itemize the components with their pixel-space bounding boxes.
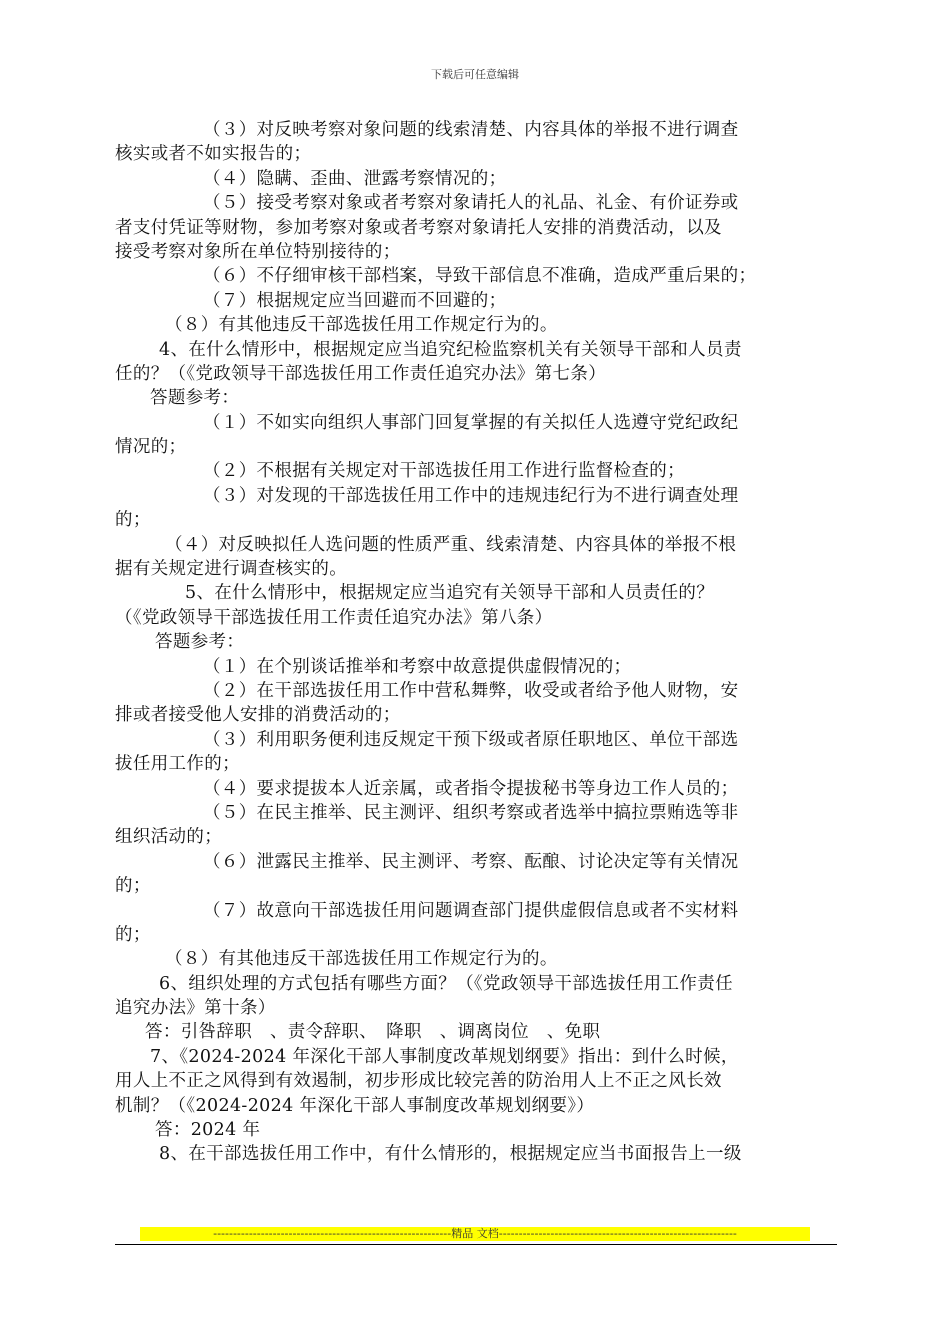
- page-header: 下载后可任意编辑: [431, 68, 519, 81]
- text-line: （４）对反映拟任人选问题的性质严重、线索清楚、内容具体的举报不根: [165, 534, 737, 555]
- question-line: 6、组织处理的方式包括有哪些方面？（《党政领导干部选拔任用工作责任: [159, 973, 733, 994]
- text-line: 情况的；: [115, 437, 187, 458]
- text-line: 任的？（《党政领导干部选拔任用工作责任追究办法》第七条）: [115, 363, 607, 384]
- text-line: （８）有其他违反干部选拔任用工作规定行为的。: [165, 315, 558, 336]
- footer-dashes-right: ------------------------------------------------------------: [498, 1227, 737, 1240]
- text-line: （３）对反映考察对象问题的线索清楚、内容具体的举报不进行调查: [203, 120, 739, 140]
- text-line: （８）有其他违反干部选拔任用工作规定行为的。: [165, 949, 558, 970]
- text-line: 组织活动的；: [115, 827, 223, 848]
- text-line: （７）根据规定应当回避而不回避的；: [203, 290, 507, 311]
- text-line: 排或者接受他人安排的消费活动的；: [115, 705, 401, 726]
- text-line: （４）隐瞒、歪曲、泄露考察情况的；: [203, 168, 507, 189]
- text-line: （１）不如实向组织人事部门回复掌握的有关拟任人选遵守党纪政纪: [203, 412, 739, 433]
- text-line: （３）利用职务便利违反规定干预下级或者原任职地区、单位干部选: [203, 729, 739, 750]
- text-line: （１）在个别谈话推举和考察中故意提供虚假情况的；: [203, 656, 632, 677]
- answer-label: 答题参考：: [150, 388, 240, 409]
- text-line: 的；: [115, 876, 151, 897]
- text-line: 机制？（《2024-2024 年深化干部人事制度改革规划纲要》）: [115, 1095, 595, 1116]
- text-line: （４）要求提拔本人近亲属，或者指令提拔秘书等身边工作人员的；: [203, 778, 739, 799]
- text-line: 据有关规定进行调查核实的。: [115, 559, 348, 580]
- footer-label: 精品 文档: [451, 1227, 499, 1240]
- answer-label: 答题参考：: [155, 632, 245, 653]
- text-line: （７）故意向干部选拔任用问题调查部门提供虚假信息或者不实材料: [203, 900, 739, 921]
- text-line: 核实或者不如实报告的；: [115, 144, 312, 165]
- text-line: 的；: [115, 510, 151, 531]
- text-line: 追究办法》第十条）: [115, 998, 276, 1019]
- text-line: 拔任用工作的；: [115, 754, 240, 775]
- question-line: 5、在什么情形中，根据规定应当追究有关领导干部和人员责任的？: [185, 583, 715, 604]
- text-line: （５）接受考察对象或者考察对象请托人的礼品、礼金、有价证券或: [203, 193, 739, 214]
- text-line: （２）不根据有关规定对干部选拔任用工作进行监督检查的；: [203, 461, 685, 482]
- answer-line: 答：2024 年: [155, 1120, 261, 1141]
- footer-dashes-left: ------------------------------------------------------------: [213, 1227, 452, 1240]
- text-line: 者支付凭证等财物，参加考察对象或者考察对象请托人安排的消费活动，以及: [115, 217, 722, 238]
- footer-rule: [115, 1244, 837, 1245]
- text-line: （３）对发现的干部选拔任用工作中的违规违纪行为不进行调查处理: [203, 485, 739, 506]
- text-line: （《党政领导干部选拔任用工作责任追究办法》第八条）: [115, 607, 553, 628]
- text-line: （５）在民主推举、民主测评、组织考察或者选举中搞拉票贿选等非: [203, 802, 739, 823]
- text-line: 用人上不正之风得到有效遏制，初步形成比较完善的防治用人上不正之风长效: [115, 1071, 722, 1092]
- text-line: 的；: [115, 924, 151, 945]
- answer-line: 答：引咎辞职 、责令辞职、 降职 、调离岗位 、免职: [145, 1022, 601, 1043]
- text-line: （６）不仔细审核干部档案，导致干部信息不准确，造成严重后果的；: [203, 266, 757, 287]
- text-line: （６）泄露民主推举、民主测评、考察、酝酿、讨论决定等有关情况: [203, 851, 739, 872]
- document-body: [115, 118, 835, 1167]
- footer-banner: [140, 1227, 810, 1241]
- text-line: （２）在干部选拔任用工作中营私舞弊，收受或者给予他人财物，安: [203, 680, 739, 701]
- question-line: 7、《2024-2024 年深化干部人事制度改革规划纲要》指出：到什么时候，: [150, 1046, 739, 1067]
- text-line: 接受考察对象所在单位特别接待的；: [115, 241, 401, 262]
- question-line: 8、在干部选拔任用工作中，有什么情形的，根据规定应当书面报告上一级: [159, 1144, 742, 1165]
- question-line: 4、在什么情形中，根据规定应当追究纪检监察机关有关领导干部和人员责: [159, 339, 742, 360]
